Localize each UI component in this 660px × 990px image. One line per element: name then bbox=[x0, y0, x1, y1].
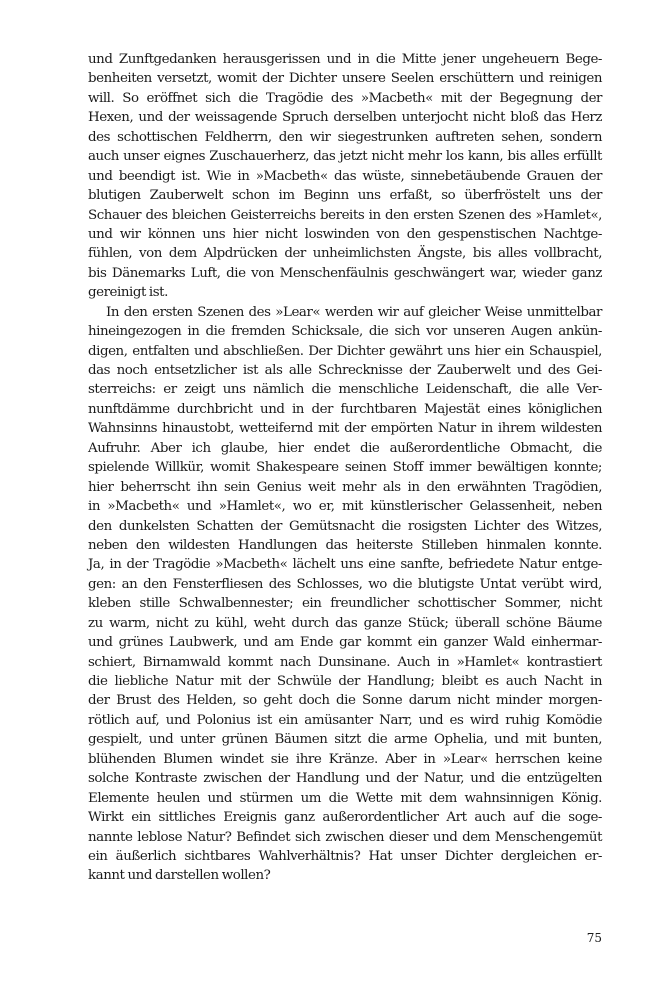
text-line: blutigen Zauberwelt schon im Beginn uns erfaßt, so überfröstelt uns der bbox=[88, 188, 602, 204]
text-line: gereinigt ist. bbox=[88, 285, 168, 301]
text-line: und beendigt ist. Wie in »Macbeth« das wüste, sinnebetäubende Grauen der bbox=[88, 168, 602, 184]
text-line: spielende Willkür, womit Shakespeare seinen Stoff immer bewältigen konnte; bbox=[88, 460, 602, 476]
text-line: in »Macbeth« und »Hamlet«, wo er, mit künstlerischer Gelassenheit, neben bbox=[88, 499, 602, 515]
text-line: Elemente heulen und stürmen um die Wette mit dem wahnsinnigen König. bbox=[88, 790, 602, 806]
text-line: bis Dänemarks Luft, die von Menschenfäulnis geschwängert war, wieder ganz bbox=[88, 265, 602, 281]
text-line: Schauer des bleichen Geisterreichs bereits in den ersten Szenen des »Hamlet«, bbox=[88, 207, 602, 223]
text-line: des schottischen Feldherrn, den wir siegestrunken auftreten sehen, sondern bbox=[88, 129, 602, 145]
text-line: ein äußerlich sichtbares Wahlverhältnis? Hat unser Dichter dergleichen er- bbox=[88, 848, 602, 864]
text-line: Wahnsinns hinaustobt, wetteifernd mit der empörten Natur in ihrem wildesten bbox=[88, 421, 602, 437]
page-body bbox=[88, 50, 602, 886]
text-line: der Brust des Helden, so geht doch die Sonne darum nicht minder morgen- bbox=[88, 693, 602, 709]
text-line: Ja, in der Tragödie »Macbeth« lächelt uns eine sanfte, befriedete Natur entge- bbox=[88, 557, 602, 573]
text-line: neben den wildesten Handlungen das heiterste Stilleben hinmalen konnte. bbox=[88, 537, 602, 553]
text-line: blühenden Blumen windet sie ihre Kränze. Aber in »Lear« herrschen keine bbox=[88, 751, 602, 767]
text-line: kannt und darstellen wollen? bbox=[88, 868, 271, 884]
text-line: hineingezogen in die fremden Schicksale, die sich vor unseren Augen ankün- bbox=[88, 324, 602, 340]
paragraph bbox=[88, 303, 602, 886]
text-line: rötlich auf, und Polonius ist ein amüsanter Narr, und es wird ruhig Komödie bbox=[88, 712, 602, 728]
text-line: nannte leblose Natur? Befindet sich zwischen dieser und dem Menschengemüt bbox=[88, 829, 602, 845]
text-line: hier beherrscht ihn sein Genius weit mehr als in den erwähnten Tragödien, bbox=[88, 479, 602, 495]
text-line: auch unser eignes Zuschauerherz, das jetzt nicht mehr los kann, bis alles erfüllt bbox=[88, 149, 602, 165]
text-line: In den ersten Szenen des »Lear« werden wir auf gleicher Weise unmittelbar bbox=[106, 304, 602, 320]
text-line: kleben stille Schwalbennester; ein freundlicher schottischer Sommer, nicht bbox=[88, 596, 602, 612]
text-line: Wirkt ein sittliches Ereignis ganz außerordentlicher Art auch auf die soge- bbox=[88, 810, 602, 826]
text-line: und Zunftgedanken herausgerissen und in die Mitte jener ungeheuern Bege- bbox=[88, 52, 602, 67]
text-line: den dunkelsten Schatten der Gemütsnacht die rosigsten Lichter des Witzes, bbox=[88, 518, 602, 534]
text-line: gespielt, und unter grünen Bäumen sitzt die arme Ophelia, und mit bunten, bbox=[88, 732, 602, 748]
text-line: benheiten versetzt, womit der Dichter unsere Seelen erschüttern und reinigen bbox=[88, 71, 602, 87]
text-line: schiert, Birnamwald kommt nach Dunsinane. Auch in »Hamlet« kontrastiert bbox=[88, 654, 602, 670]
text-line: gen: an den Fensterfliesen des Schlosses, wo die blutigste Untat verübt wird, bbox=[88, 576, 602, 592]
text-line: die liebliche Natur mit der Schwüle der Handlung; bleibt es auch Nacht in bbox=[88, 674, 602, 689]
paragraph bbox=[88, 50, 602, 303]
text-line: solche Kontraste zwischen der Handlung und der Natur, und die entzügelten bbox=[88, 771, 602, 787]
text-line: zu warm, nicht zu kühl, weht durch das ganze Stück; überall schöne Bäume bbox=[88, 615, 602, 631]
text-line: sterreichs: er zeigt uns nämlich die menschliche Leidenschaft, die alle Ver- bbox=[88, 382, 602, 398]
text-line: will. So eröffnet sich die Tragödie des »Macbeth« mit der Begegnung der bbox=[88, 90, 602, 106]
text-line: und grünes Laubwerk, und am Ende gar kommt ein ganzer Wald einhermar- bbox=[88, 635, 602, 651]
page-number: 75 bbox=[586, 931, 602, 945]
text-line: Hexen, und der weissagende Spruch derselben unterjocht nicht bloß das Herz bbox=[88, 110, 602, 126]
text-line: digen, entfalten und abschließen. Der Dichter gewährt uns hier ein Schauspiel, bbox=[88, 343, 602, 359]
text-line: Aufruhr. Aber ich glaube, hier endet die außerordentliche Obmacht, die bbox=[88, 440, 602, 456]
text-line: und wir können uns hier nicht loswinden von den gespenstischen Nachtge- bbox=[88, 226, 602, 242]
text-line: das noch entsetzlicher ist als alle Schrecknisse der Zauberwelt und des Gei- bbox=[88, 363, 602, 378]
text-line: fühlen, von dem Alpdrücken der unheimlichsten Ängste, bis alles vollbracht, bbox=[88, 246, 602, 262]
text-line: nunftdämme durchbricht und in der furchtbaren Majestät eines königlichen bbox=[88, 401, 602, 417]
